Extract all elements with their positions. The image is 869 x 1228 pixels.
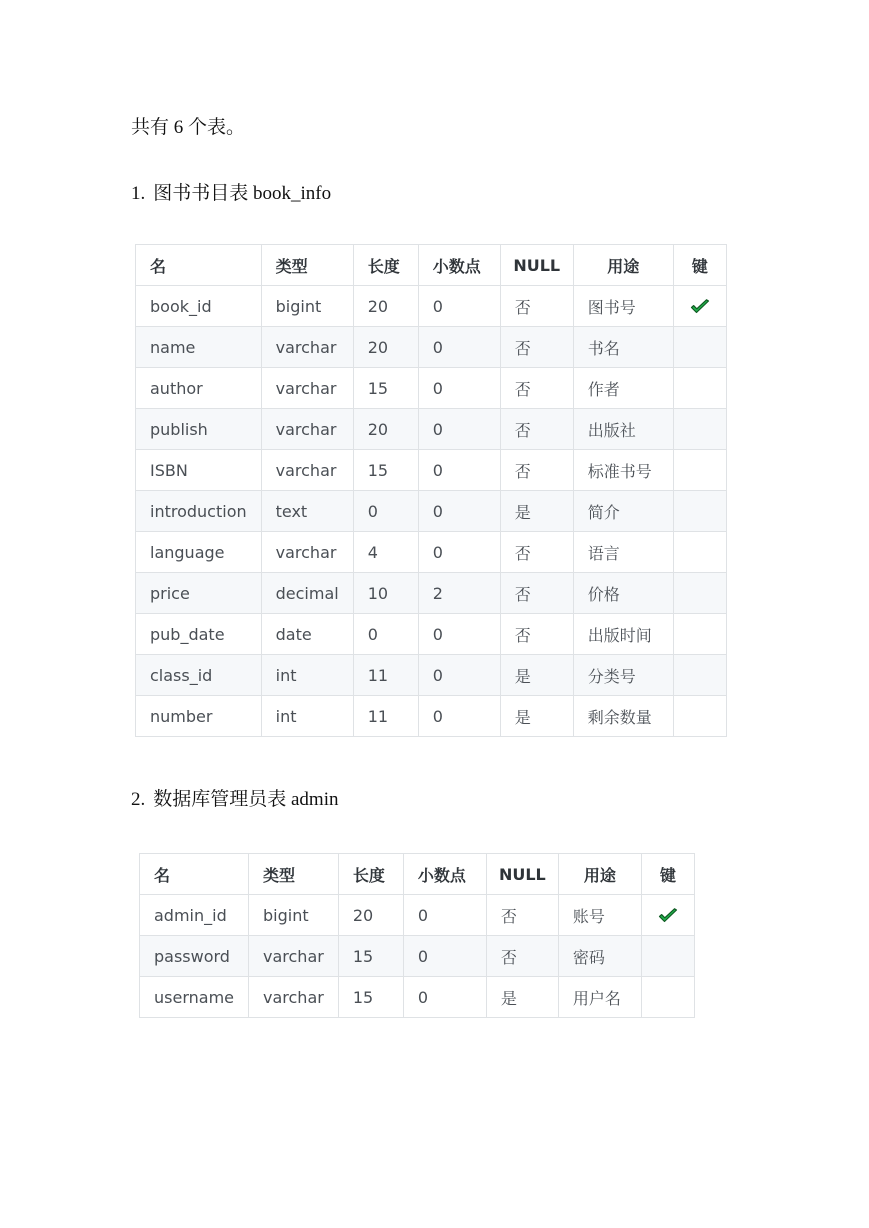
cell-null: 是 <box>500 696 573 737</box>
cell-decimals: 0 <box>418 409 500 450</box>
cell-key <box>673 573 726 614</box>
cell-type: date <box>261 614 353 655</box>
cell-key <box>673 532 726 573</box>
cell-name: admin_id <box>140 895 249 936</box>
cell-purpose: 密码 <box>558 936 641 977</box>
cell-purpose: 标准书号 <box>573 450 673 491</box>
cell-type: varchar <box>249 977 339 1018</box>
header-purpose: 用途 <box>573 245 673 286</box>
table-row <box>136 614 727 655</box>
cell-purpose: 简介 <box>573 491 673 532</box>
cell-purpose: 用户名 <box>558 977 641 1018</box>
cell-null: 否 <box>500 573 573 614</box>
header-key: 键 <box>641 854 694 895</box>
cell-length: 15 <box>353 450 418 491</box>
book-info-table <box>135 244 727 737</box>
section-title: 数据库管理员表 admin <box>153 789 339 810</box>
cell-type: bigint <box>261 286 353 327</box>
table-row <box>136 286 727 327</box>
header-decimals: 小数点 <box>418 245 500 286</box>
table-row <box>136 368 727 409</box>
table-row <box>136 573 727 614</box>
table-row <box>140 977 695 1018</box>
cell-key <box>641 977 694 1018</box>
cell-length: 0 <box>353 614 418 655</box>
header-purpose: 用途 <box>558 854 641 895</box>
cell-length: 11 <box>353 696 418 737</box>
cell-purpose: 书名 <box>573 327 673 368</box>
table-row <box>136 450 727 491</box>
cell-name: username <box>140 977 249 1018</box>
intro-text: 共有 6 个表。 <box>131 117 246 138</box>
table-row <box>136 491 727 532</box>
cell-purpose: 作者 <box>573 368 673 409</box>
cell-name: author <box>136 368 262 409</box>
admin-table <box>139 853 695 1018</box>
cell-purpose: 价格 <box>573 573 673 614</box>
cell-type: int <box>261 655 353 696</box>
table-row <box>136 655 727 696</box>
cell-key <box>641 936 694 977</box>
table-row <box>140 895 695 936</box>
cell-name: book_id <box>136 286 262 327</box>
cell-name: number <box>136 696 262 737</box>
cell-decimals: 0 <box>418 532 500 573</box>
cell-null: 否 <box>486 936 558 977</box>
cell-null: 是 <box>486 977 558 1018</box>
cell-length: 15 <box>353 368 418 409</box>
header-null: NULL <box>500 245 573 286</box>
cell-decimals: 0 <box>418 655 500 696</box>
cell-key <box>673 655 726 696</box>
cell-length: 4 <box>353 532 418 573</box>
cell-type: varchar <box>261 450 353 491</box>
cell-decimals: 0 <box>418 450 500 491</box>
cell-length: 20 <box>353 327 418 368</box>
cell-length: 0 <box>353 491 418 532</box>
header-length: 长度 <box>338 854 403 895</box>
cell-null: 否 <box>486 895 558 936</box>
cell-null: 否 <box>500 614 573 655</box>
header-name: 名 <box>140 854 249 895</box>
cell-length: 11 <box>353 655 418 696</box>
section-title: 图书书目表 book_info <box>153 183 332 204</box>
cell-name: class_id <box>136 655 262 696</box>
table-header-row <box>140 854 695 895</box>
cell-purpose: 出版社 <box>573 409 673 450</box>
cell-purpose: 出版时间 <box>573 614 673 655</box>
cell-null: 否 <box>500 368 573 409</box>
cell-type: varchar <box>261 327 353 368</box>
cell-decimals: 0 <box>418 368 500 409</box>
cell-purpose: 分类号 <box>573 655 673 696</box>
cell-name: introduction <box>136 491 262 532</box>
cell-purpose: 账号 <box>558 895 641 936</box>
table-row <box>136 409 727 450</box>
section-number: 2. <box>131 789 146 810</box>
cell-purpose: 图书号 <box>573 286 673 327</box>
checkmark-icon <box>690 299 710 315</box>
cell-name: publish <box>136 409 262 450</box>
cell-key <box>673 327 726 368</box>
cell-name: name <box>136 327 262 368</box>
cell-length: 20 <box>353 286 418 327</box>
cell-null: 是 <box>500 491 573 532</box>
cell-type: varchar <box>261 532 353 573</box>
cell-decimals: 0 <box>418 614 500 655</box>
cell-null: 否 <box>500 450 573 491</box>
cell-name: price <box>136 573 262 614</box>
header-key: 键 <box>673 245 726 286</box>
cell-name: password <box>140 936 249 977</box>
cell-type: bigint <box>249 895 339 936</box>
cell-null: 否 <box>500 409 573 450</box>
table-header-row <box>136 245 727 286</box>
header-name: 名 <box>136 245 262 286</box>
cell-type: decimal <box>261 573 353 614</box>
cell-key <box>673 491 726 532</box>
header-decimals: 小数点 <box>403 854 486 895</box>
cell-type: varchar <box>249 936 339 977</box>
cell-decimals: 0 <box>418 286 500 327</box>
cell-decimals: 0 <box>418 491 500 532</box>
header-null: NULL <box>486 854 558 895</box>
cell-key <box>673 286 726 327</box>
cell-decimals: 0 <box>403 977 486 1018</box>
table-row <box>140 936 695 977</box>
section-number: 1. <box>131 183 146 204</box>
cell-length: 20 <box>353 409 418 450</box>
cell-null: 是 <box>500 655 573 696</box>
cell-type: varchar <box>261 409 353 450</box>
cell-length: 10 <box>353 573 418 614</box>
cell-decimals: 0 <box>418 327 500 368</box>
header-type: 类型 <box>261 245 353 286</box>
cell-length: 20 <box>338 895 403 936</box>
section-heading-admin <box>131 788 339 812</box>
table-row <box>136 532 727 573</box>
cell-name: ISBN <box>136 450 262 491</box>
cell-name: pub_date <box>136 614 262 655</box>
cell-key <box>673 450 726 491</box>
table-row <box>136 696 727 737</box>
checkmark-icon <box>658 908 678 924</box>
cell-key <box>673 368 726 409</box>
cell-type: varchar <box>261 368 353 409</box>
cell-decimals: 2 <box>418 573 500 614</box>
header-length: 长度 <box>353 245 418 286</box>
cell-null: 否 <box>500 286 573 327</box>
cell-purpose: 剩余数量 <box>573 696 673 737</box>
cell-key <box>673 614 726 655</box>
cell-null: 否 <box>500 532 573 573</box>
section-heading-book-info <box>131 182 331 206</box>
cell-name: language <box>136 532 262 573</box>
cell-length: 15 <box>338 936 403 977</box>
cell-purpose: 语言 <box>573 532 673 573</box>
cell-key <box>673 696 726 737</box>
table-row <box>136 327 727 368</box>
cell-key <box>673 409 726 450</box>
cell-null: 否 <box>500 327 573 368</box>
cell-decimals: 0 <box>403 936 486 977</box>
cell-decimals: 0 <box>418 696 500 737</box>
cell-length: 15 <box>338 977 403 1018</box>
cell-decimals: 0 <box>403 895 486 936</box>
header-type: 类型 <box>249 854 339 895</box>
cell-type: int <box>261 696 353 737</box>
cell-type: text <box>261 491 353 532</box>
cell-key <box>641 895 694 936</box>
